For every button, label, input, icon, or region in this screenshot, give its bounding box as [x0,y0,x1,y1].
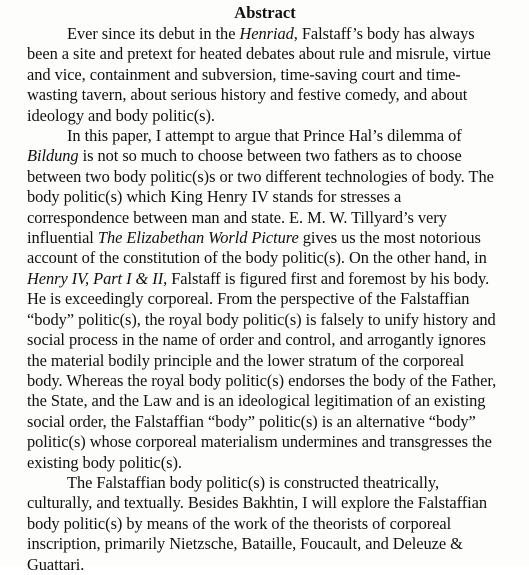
paragraph-text: Ever since its debut in the [67,24,240,43]
paragraph-text: The Falstaffian body politic(s) is constructed theatrically, culturally, and textually. Besides Bakhtin, I will explore the Falstaffian body politic(s) by means of the work of the theorists of corporeal inscription, primarily Nietzsche, Bataille, Foucault, and Deleuze & Guattari. [27,472,487,574]
abstract-paragraph-3 [27,473,503,575]
paragraph-text-italic: The Elizabethan World Picture [97,228,299,248]
abstract-paragraph-1 [27,24,503,126]
abstract-heading: Abstract [234,3,296,22]
paragraph-text: Falstaff is figured first and foremost by his body. He is exceedingly corporeal. From the perspective of the Falstaffian “body” politic(s), the royal body politic(s) is falsely to unify history and social process in the name of order and control, and arrogantly ignores the material bodily principle and the lower stratum of the corporeal body. Whereas the royal body politic(s) endorses the body of the Father, the State, and the Law and is an ideological legitimation of an existing social order, the Falstaffian “body” politic(s) is an alternative “body” politic(s) whose corporeal materialism undermines and transgresses the existing body politic(s). [27,268,497,472]
abstract-paragraph-2 [27,126,503,473]
paragraph-text-italic: Henry IV, Part I & II, [27,268,168,288]
paragraph-text: In this paper, I attempt to argue that Prince Hal’s dilemma of [67,126,462,146]
paragraph-text-italic: Bildung [27,146,79,166]
paragraph-text: Falstaff’s body has always been a site and pretext for heated debates about rule and misrule, virtue and vice, containment and subversion, time-saving court and time-wasting tavern, about serious history and festive comedy, and about ideology and body politic(s). [27,24,491,125]
paragraph-text: gives us the most notorious account of the constitution of the body politic(s). On the other hand, in [27,228,487,268]
paragraph-text-italic: Henriad, [239,24,298,43]
paragraph-text: is not so much to choose between two fathers as to choose between two body politic(s)s or two different technologies of body. The body politic(s) which King Henry IV stands for stresses a correspondence between man and state. E. M. W. Tillyard’s very influential [27,146,494,248]
